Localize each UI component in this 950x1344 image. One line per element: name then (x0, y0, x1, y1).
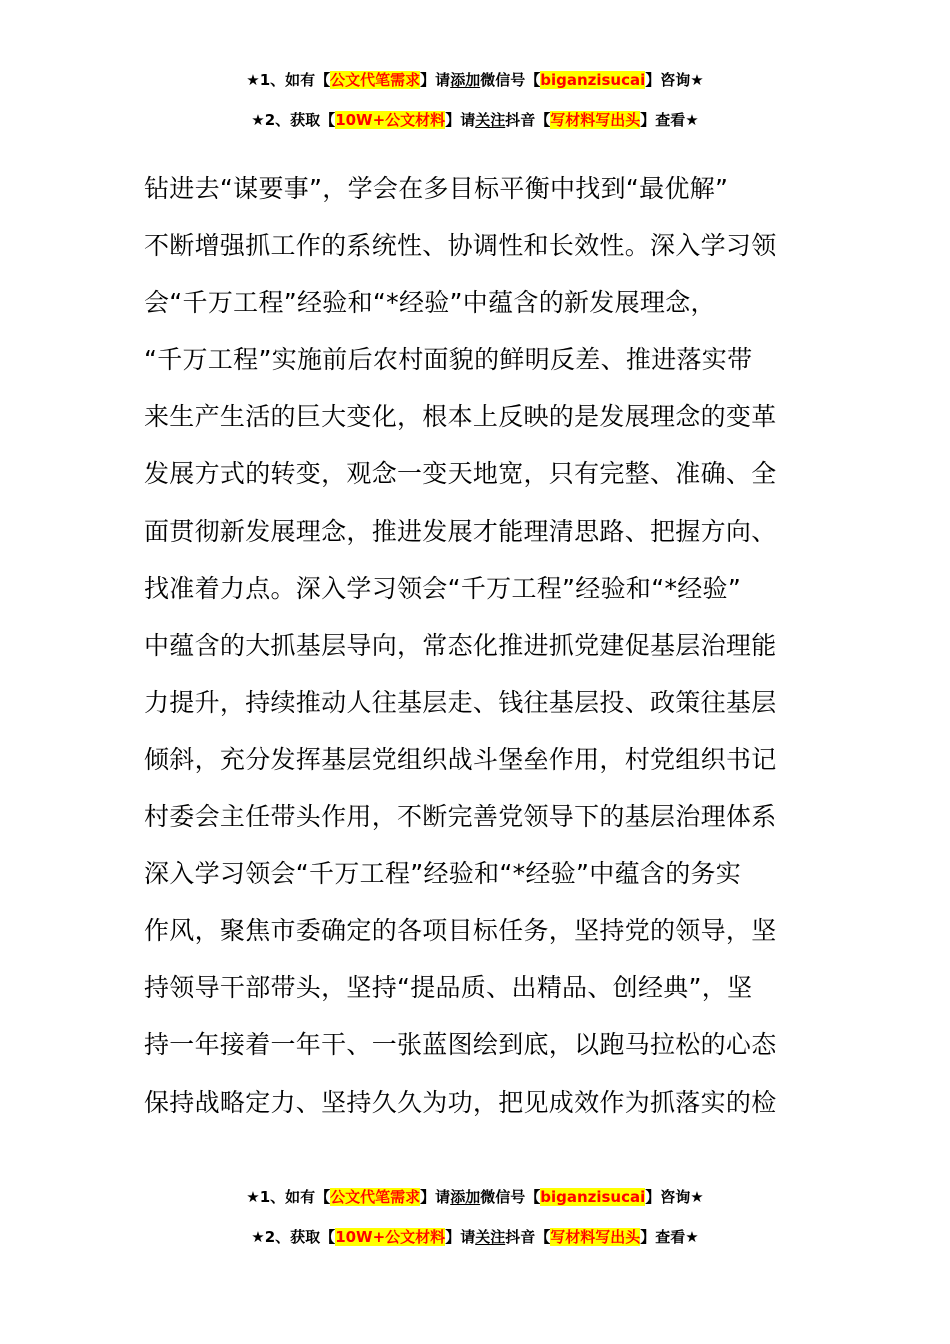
body-line: 倾斜，充分发挥基层党组织战斗堡垒作用，村党组织书记 (144, 744, 777, 774)
banner-text: 】查看★ (640, 111, 699, 129)
highlight-douyin-id: 写材料写出头 (550, 1228, 641, 1246)
body-line: 村委会主任带头作用，不断完善党领导下的基层治理体系 (144, 802, 777, 832)
body-line: “千万工程”实施前后农村面貌的鲜明反差、推进落实带 (144, 345, 753, 375)
body-line: 面贯彻新发展理念，推进发展才能理清思路、把握方向、 (144, 516, 777, 546)
banner-text: 】查看★ (640, 1228, 699, 1246)
banner-text: 抖音【 (505, 111, 551, 129)
banner-line-2 (0, 110, 950, 130)
banner-text: 】咨询★ (645, 1188, 704, 1206)
body-line: 会“千万工程”经验和“*经验”中蕴含的新发展理念， (144, 288, 716, 318)
body-line: 找准着力点。深入学习领会“千万工程”经验和“*经验” (144, 573, 742, 603)
highlight-materials: 10W+公文材料 (335, 1228, 446, 1246)
highlight-service: 公文代笔需求 (330, 1188, 421, 1206)
banner-text: 】咨询★ (645, 71, 704, 89)
banner-text: 】请 (420, 71, 451, 89)
underlined-text: 添加 (450, 1188, 481, 1206)
banner-line-2 (0, 1227, 950, 1247)
banner-text: 】请 (445, 1228, 476, 1246)
highlight-materials: 10W+公文材料 (335, 111, 446, 129)
body-line: 来生产生活的巨大变化，根本上反映的是发展理念的变革 (144, 402, 777, 432)
banner-text: 抖音【 (505, 1228, 551, 1246)
banner-text: ★1、如有【 (246, 71, 331, 89)
body-line: 钻进去“谋要事”，学会在多目标平衡中找到“最优解” (144, 174, 729, 203)
body-line: 持一年接着一年干、一张蓝图绘到底，以跑马拉松的心态 (144, 1030, 777, 1060)
highlight-wechat-id: biganzisucai (540, 71, 646, 89)
banner-text: 】请 (420, 1188, 451, 1206)
document-body (144, 160, 814, 1131)
highlight-douyin-id: 写材料写出头 (550, 111, 641, 129)
body-line: 保持战略定力、坚持久久为功，把见成效作为抓落实的检 (144, 1087, 777, 1117)
banner-line-1 (0, 1187, 950, 1207)
banner-text: 微信号【 (480, 1188, 541, 1206)
underlined-text: 关注 (475, 1228, 506, 1246)
banner-text: ★2、获取【 (251, 1228, 336, 1246)
header-banner (0, 70, 950, 150)
banner-text: 】请 (445, 111, 476, 129)
highlight-service: 公文代笔需求 (330, 71, 421, 89)
highlight-wechat-id: biganzisucai (540, 1188, 646, 1206)
banner-line-1 (0, 70, 950, 90)
body-line: 不断增强抓工作的系统性、协调性和长效性。深入学习领 (144, 231, 777, 261)
underlined-text: 关注 (475, 111, 506, 129)
banner-text: ★1、如有【 (246, 1188, 331, 1206)
body-line: 持领导干部带头，坚持“提品质、出精品、创经典”，坚 (144, 973, 753, 1003)
banner-text: 微信号【 (480, 71, 541, 89)
underlined-text: 添加 (450, 71, 481, 89)
body-line: 作风，聚焦市委确定的各项目标任务，坚持党的领导，坚 (144, 916, 777, 946)
body-line: 中蕴含的大抓基层导向，常态化推进抓党建促基层治理能 (144, 630, 777, 660)
banner-text: ★2、获取【 (251, 111, 336, 129)
body-line: 发展方式的转变，观念一变天地宽，只有完整、准确、全 (144, 459, 777, 489)
body-line: 力提升，持续推动人往基层走、钱往基层投、政策往基层 (144, 687, 777, 717)
body-line: 深入学习领会“千万工程”经验和“*经验”中蕴含的务实 (144, 859, 742, 889)
footer-banner (0, 1187, 950, 1267)
